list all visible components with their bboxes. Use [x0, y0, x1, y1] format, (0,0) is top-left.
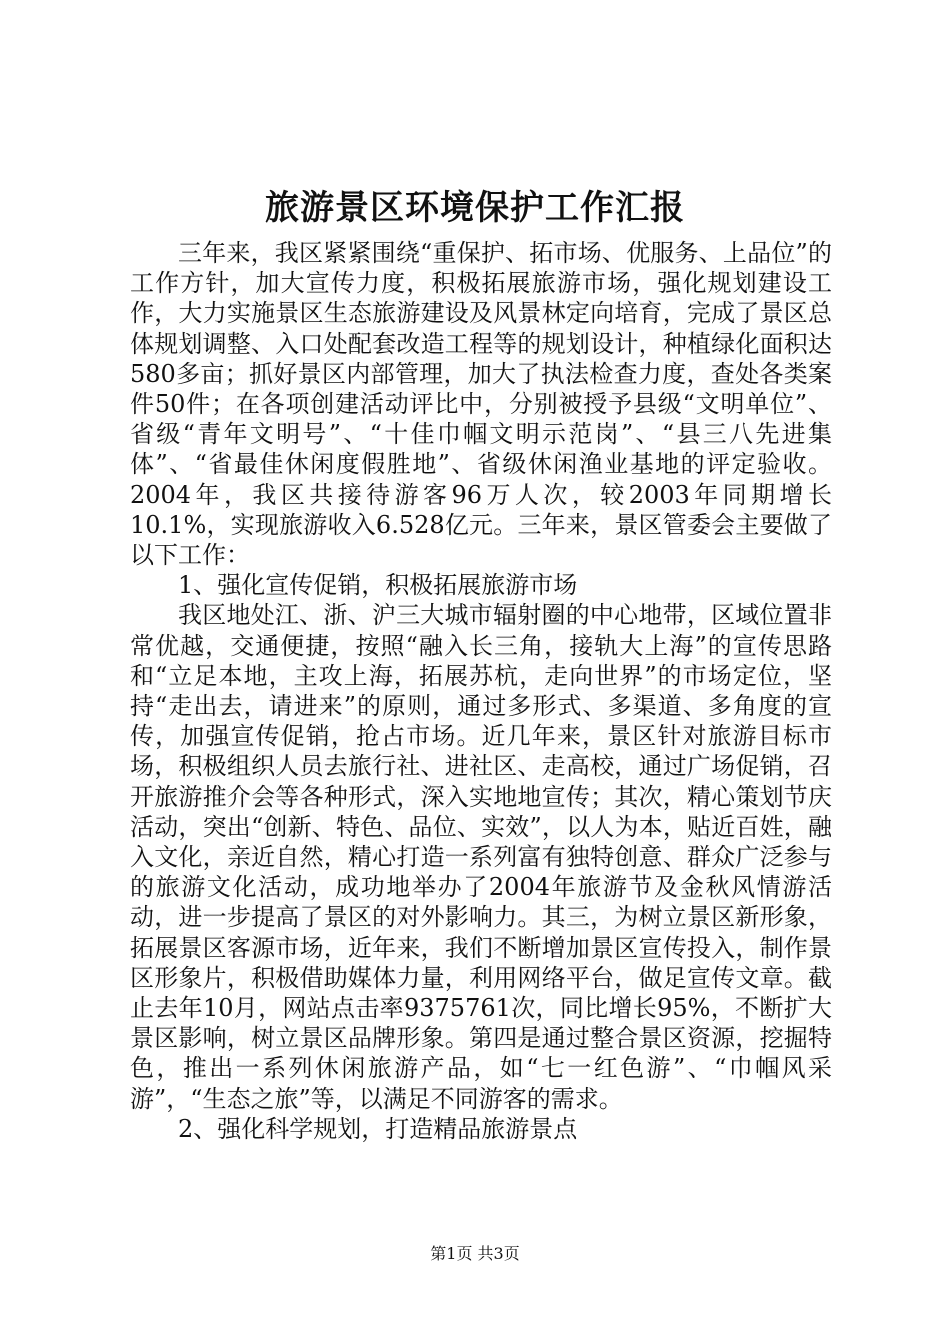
paragraph-intro: 三年来，我区紧紧围绕“重保护、拓市场、优服务、上品位”的工作方针，加大宣传力度，积极拓展旅游市场，强化规划建设工作，大力实施景区生态旅游建设及风景林定向培育，完成了景区总体规划调整、入口处配套改造工程等的规划设计，种植绿化面积达580多亩；抓好景区内部管理，加大了执法检查力度，查处各类案件50件；在各项创建活动评比中，分别被授予县级“文明单位”、省级“青年文明号”、“十佳巾帼文明示范岗”、“县三八先进集体”、“省最佳休闲度假胜地”、省级休闲渔业基地的评定验收。2004年，我区共接待游客96万人次，较2003年同期增长10.1%，实现旅游收入6.528亿元。三年来，景区管委会主要做了以下工作： [130, 239, 832, 570]
paragraph-section-1: 我区地处江、浙、沪三大城市辐射圈的中心地带，区域位置非常优越，交通便捷，按照“融入长三角，接轨大上海”的宣传思路和“立足本地，主攻上海，拓展苏杭，走向世界”的市场定位，坚持“走出去，请进来”的原则，通过多形式、多渠道、多角度的宣传，加强宣传促销，抢占市场。近几年来，景区针对旅游目标市场，积极组织人员去旅行社、进社区、走高校，通过广场促销，召开旅游推介会等各种形式，深入实地地宣传；其次，精心策划节庆活动，突出“创新、特色、品位、实效”，以人为本，贴近百姓，融入文化，亲近自然，精心打造一系列富有独特创意、群众广泛参与的旅游文化活动，成功地举办了2004年旅游节及金秋风情游活动，进一步提高了景区的对外影响力。其三，为树立景区新形象，拓展景区客源市场，近年来，我们不断增加景区宣传投入，制作景区形象片，积极借助媒体力量，利用网络平台，做足宣传文章。截止去年10月，网站点击率9375761次，同比增长95%，不断扩大景区影响，树立景区品牌形象。第四是通过整合景区资源，挖掘特色，推出一系列休闲旅游产品，如“七一红色游”、“巾帼风采游”，“生态之旅”等，以满足不同游客的需求。 [130, 601, 832, 1113]
document-body [130, 238, 832, 1144]
section-heading-1: 1、强化宣传促销，积极拓展旅游市场 [178, 571, 578, 600]
page-footer: 第1页 共3页 [430, 1244, 520, 1263]
document-title: 旅游景区环境保护工作汇报 [265, 188, 685, 228]
section-heading-2: 2、强化科学规划，打造精品旅游景点 [178, 1114, 578, 1143]
